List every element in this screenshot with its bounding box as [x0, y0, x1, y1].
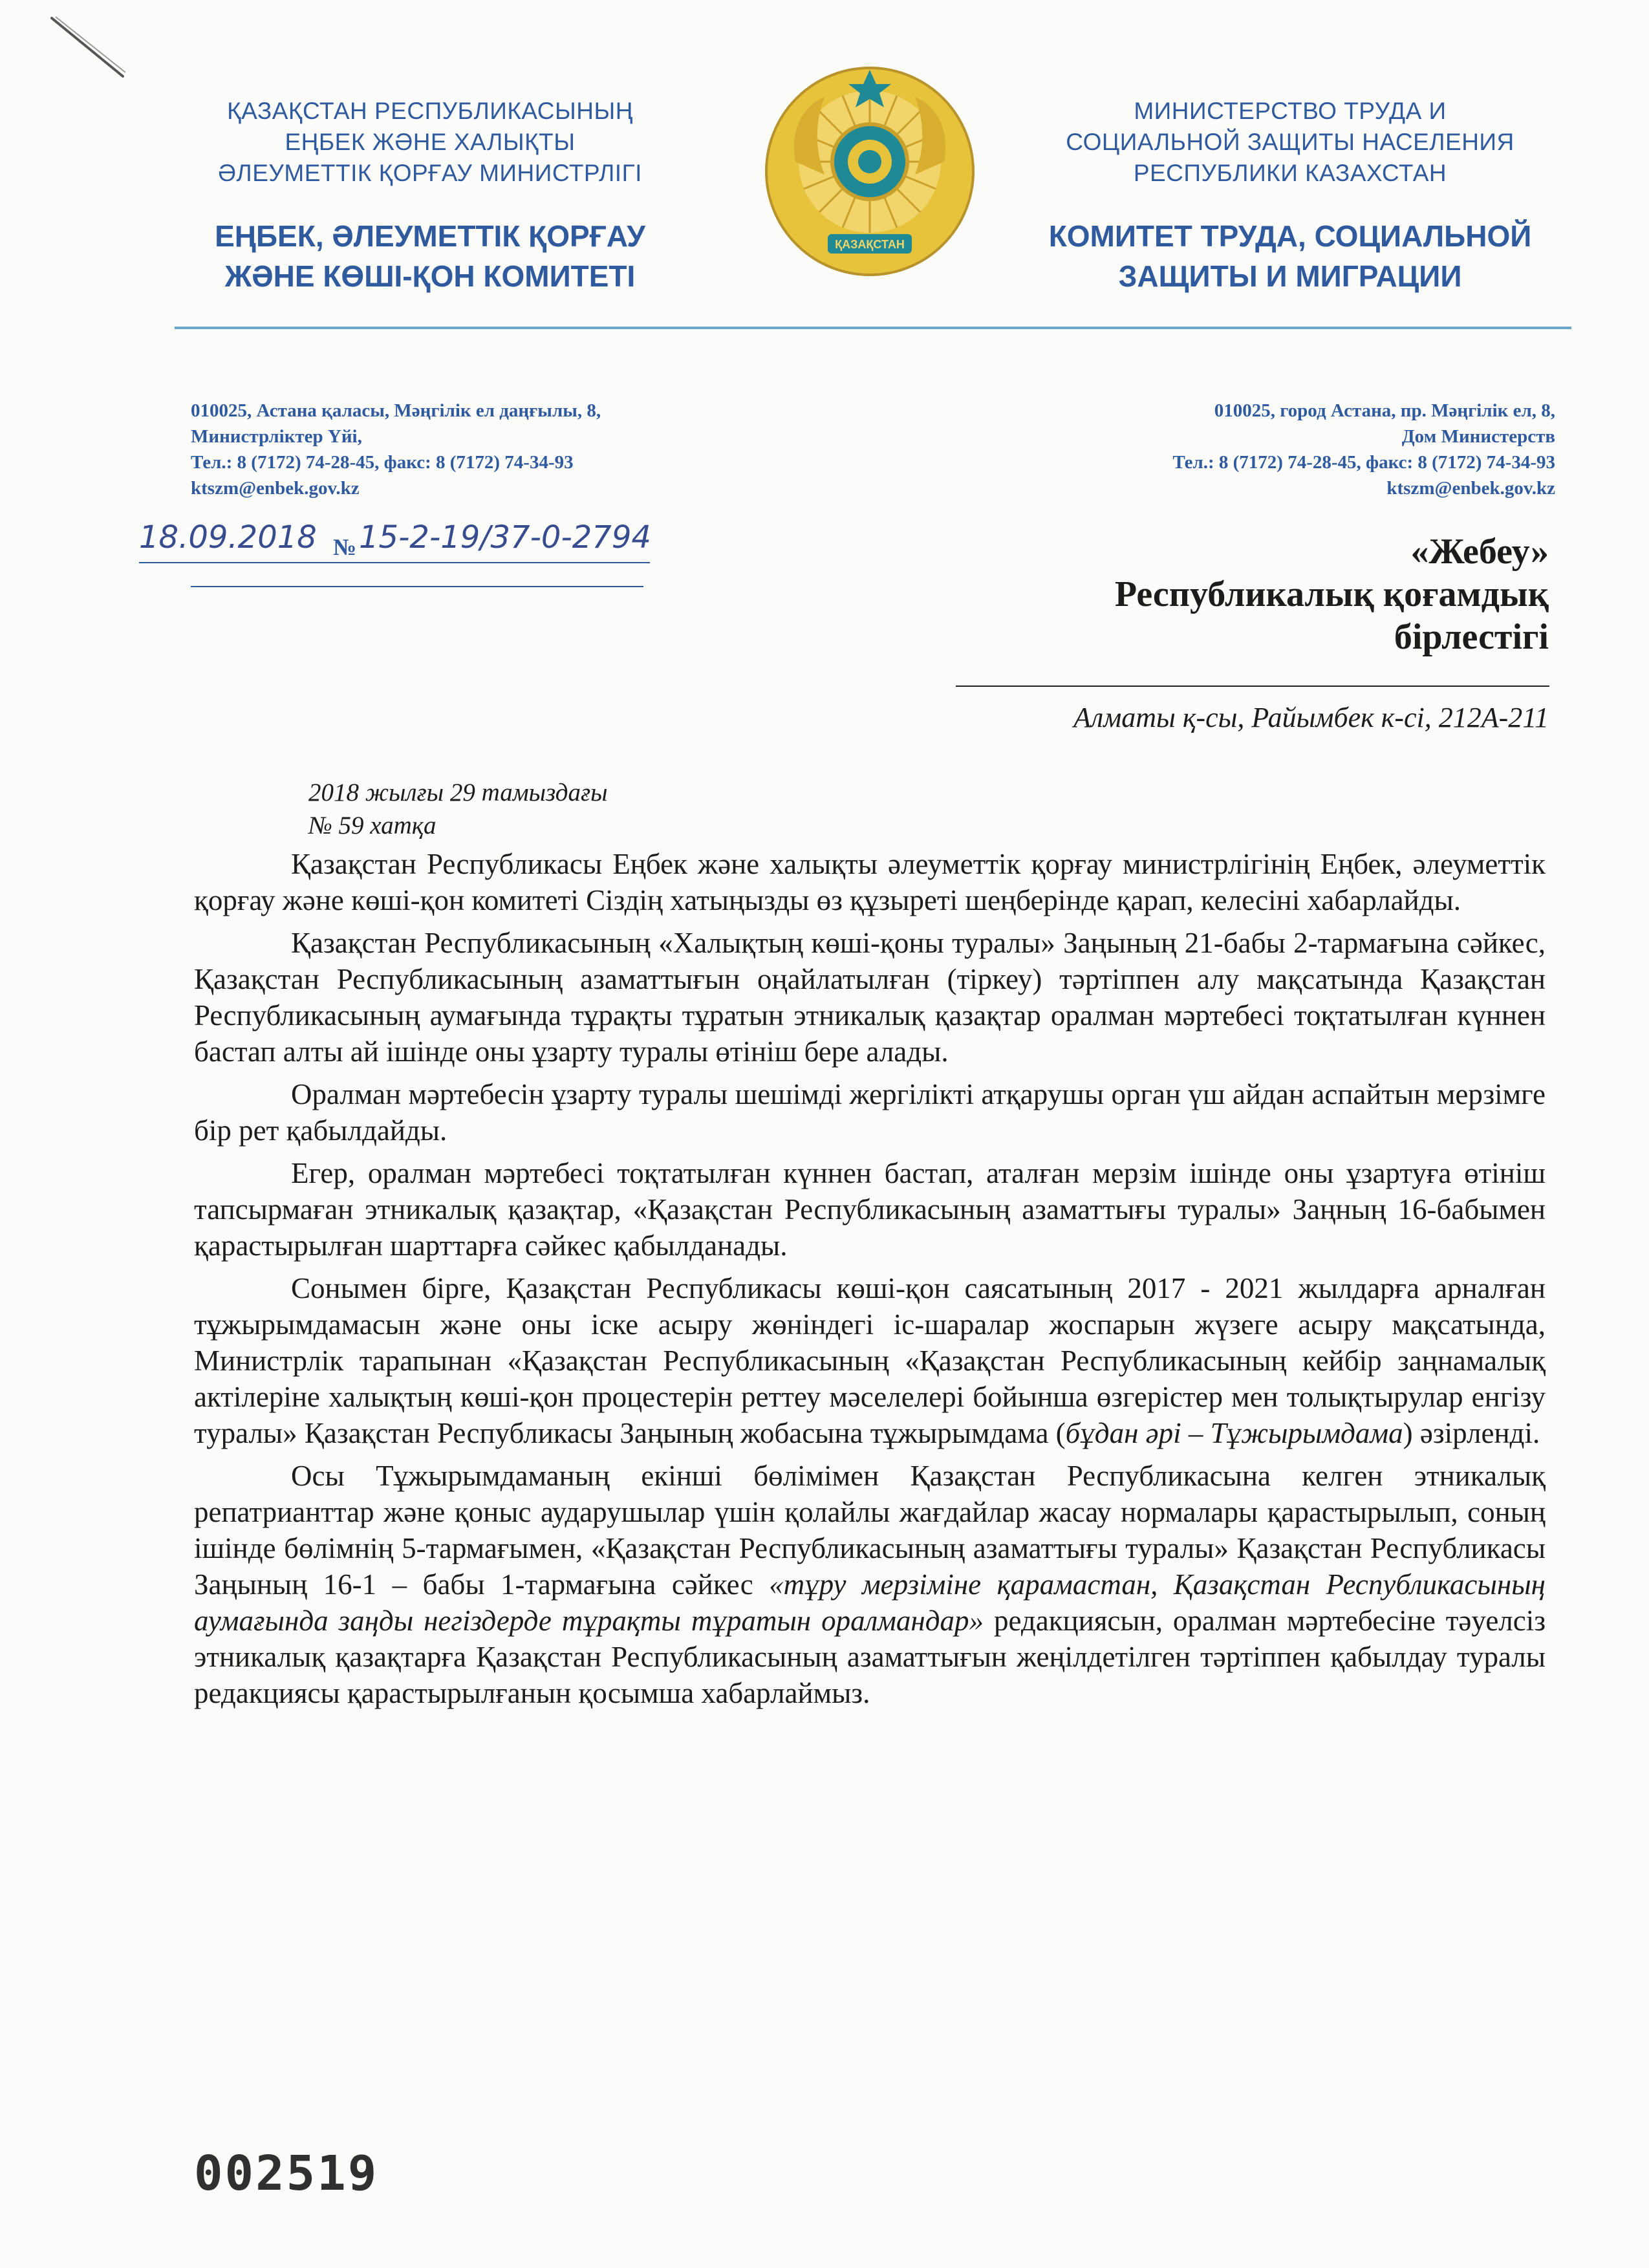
- pencil-mark: [47, 13, 131, 84]
- body-p5-text: Сонымен бірге, Қазақстан Республикасы көші-қон саясатының 2017 - 2021 жылдарға арналған тұжырымдамасын және оны іске асыру жөніндегі іс-шаралар жоспарын жүзеге асыру мақсатында, Министрлік тарапынан «Қазақстан Республикасының «Қазақстан Республикасының кейбір заңнамалық актілеріне халықтың көші-қон процестерін реттеу мәселелері бойынша өзгерістер мен толықтырулар енгізу туралы» Қазақстан Республикасы Заңының жобасына тұжырымдама (: [194, 1272, 1546, 1449]
- address-ru-email: ktszm@enbek.gov.kz: [1386, 478, 1555, 499]
- reference-date: 2018 жылғы 29 тамыздағы: [308, 779, 608, 806]
- body-paragraph-4: Егер, оралман мәртебесі тоқтатылған күннен бастап, аталған мерзім ішінде оны ұзартуға өтініш тапсырмаған этникалық қазақтар, «Қазақстан Республикасының азаматтығы туралы» Заңның 16-бабымен қарастырылған шарттарға сәйкес қабылданады.: [194, 1157, 1546, 1262]
- body-p6-text: Осы Тұжырымдаманың екінші бөлімімен Қазақстан Республикасына келген этникалық репатрианттар және қоныс аударушылар үшін қолайлы жағдайлар жасау нормалары қарастырылып, соның ішінде бөлімнің 5-тармағымен, «Қазақстан Республикасының азаматтығы туралы» Қазақстан Республикасы Заңының 16-1 – бабы 1-тармағына сәйкес: [194, 1460, 1546, 1601]
- ru-committee-line-2: ЗАЩИТЫ И МИГРАЦИИ: [1118, 259, 1462, 293]
- reference-block: [308, 776, 761, 842]
- ru-ministry-line-3: РЕСПУБЛИКИ КАЗАХСТАН: [1133, 160, 1447, 186]
- body-paragraph-2: Қазақстан Республикасының «Халықтың көші-қоны туралы» Заңының 21-бабы 2-тармағына сәйкес, Қазақстан Республикасының азаматтығын оңайлатылған (тіркеу) тәртіппен алу мақсатында Қазақстан Республикасының аумағында тұрақты тұратын этникалық қазақтар оралман мәртебесі тоқтатылған күннен бастап алты ай ішінде оны ұзарту туралы өтініш бере алады.: [194, 927, 1546, 1068]
- body-paragraph-5: [194, 1270, 1546, 1451]
- number-label: №: [333, 534, 357, 560]
- outgoing-underline: [139, 562, 650, 563]
- addressee-line-3: бірлестігі: [1394, 617, 1549, 657]
- header-divider: [175, 327, 1571, 329]
- header-ru: [1002, 96, 1578, 296]
- kz-ministry-line-3: ӘЛЕУМЕТТІК ҚОРҒАУ МИНИСТРЛІГІ: [218, 160, 642, 186]
- addressee: [841, 530, 1549, 658]
- address-ru-line-2: Дом Министерств: [1401, 426, 1555, 447]
- body-paragraph-1: Қазақстан Республикасы Еңбек және халықты әлеуметтік қорғау министрлігінің Еңбек, әлеуметтік қорғау және көші-қон комитеті Сіздің хатыңызды өз құзыреті шеңберінде қарап, келесіні хабарлайды.: [194, 848, 1546, 916]
- header-kz: [155, 96, 705, 296]
- outgoing-registration: [139, 519, 663, 590]
- emblem-text: ҚАЗАҚСТАН: [835, 238, 905, 251]
- serial-number: 002519: [194, 2146, 379, 2201]
- body-paragraph-6: [194, 1458, 1546, 1711]
- address-kz-email: ktszm@enbek.gov.kz: [191, 478, 360, 499]
- kz-ministry-line-1: ҚАЗАҚСТАН РЕСПУБЛИКАСЫНЫҢ: [227, 98, 633, 124]
- address-ru: [970, 398, 1555, 501]
- address-kz: [191, 398, 773, 501]
- ru-ministry-line-1: МИНИСТЕРСТВО ТРУДА И: [1134, 98, 1447, 124]
- address-kz-phone: Тел.: 8 (7172) 74-28-45, факс: 8 (7172) 74-34-93: [191, 452, 574, 473]
- body-paragraph-3: Оралман мәртебесін ұзарту туралы шешімді жергілікті атқарушы орган үш айдан аспайтын мерзімге бір рет қабылдайды.: [194, 1078, 1546, 1147]
- address-kz-line-1: 010025, Астана қаласы, Мәңгілік ел даңғылы, 8,: [191, 400, 601, 421]
- state-emblem-icon: [763, 65, 976, 278]
- ru-committee-line-1: КОМИТЕТ ТРУДА, СОЦИАЛЬНОЙ: [1048, 219, 1532, 253]
- addressee-line-1: «Жебеу»: [1410, 532, 1549, 572]
- body-p5-italic: бұдан әрі – Тұжырымдама: [1065, 1417, 1403, 1449]
- body-p6-italic: «тұру мерзіміне қарамастан, Қазақстан Республикасының аумағында заңды негіздерде тұрақты тұратын оралмандар»: [194, 1568, 1546, 1637]
- outgoing-number: 15-2-19/37-0-2794: [359, 519, 651, 556]
- body-p5-end: ) әзірленді.: [1403, 1417, 1540, 1449]
- address-ru-phone: Тел.: 8 (7172) 74-28-45, факс: 8 (7172) 74-34-93: [1172, 452, 1555, 473]
- outgoing-underline-2: [191, 586, 643, 587]
- address-kz-line-2: Министрліктер Үйі,: [191, 426, 362, 447]
- letter-body: [194, 846, 1546, 1718]
- outgoing-date: 18.09.2018: [139, 519, 317, 556]
- addressee-address: Алматы қ-сы, Райымбек к-сі, 212А-211: [1073, 702, 1549, 733]
- kz-committee-line-2: ЖӘНЕ КӨШІ-ҚОН КОМИТЕТІ: [224, 259, 636, 293]
- addressee-line-2: Республикалық қоғамдық: [1114, 574, 1549, 614]
- reference-number: № 59 хатқа: [308, 812, 436, 839]
- kz-ministry-line-2: ЕҢБЕК ЖӘНЕ ХАЛЫҚТЫ: [285, 129, 576, 155]
- address-ru-line-1: 010025, город Астана, пр. Мәңгілік ел, 8,: [1214, 400, 1555, 421]
- ru-ministry-line-2: СОЦИАЛЬНОЙ ЗАЩИТЫ НАСЕЛЕНИЯ: [1066, 129, 1514, 155]
- body-p6-end: редакциясын, оралман мәртебесіне тәуелсіз этникалық қазақтарға Қазақстан Республикасының азаматтығын жеңілдетілген тәртіппен қабылдау туралы редакциясы қарастырылғанын қосымша хабарлаймыз.: [194, 1604, 1546, 1709]
- kz-committee-line-1: ЕҢБЕК, ӘЛЕУМЕТТІК ҚОРҒАУ: [215, 219, 645, 253]
- addressee-divider: [956, 686, 1549, 687]
